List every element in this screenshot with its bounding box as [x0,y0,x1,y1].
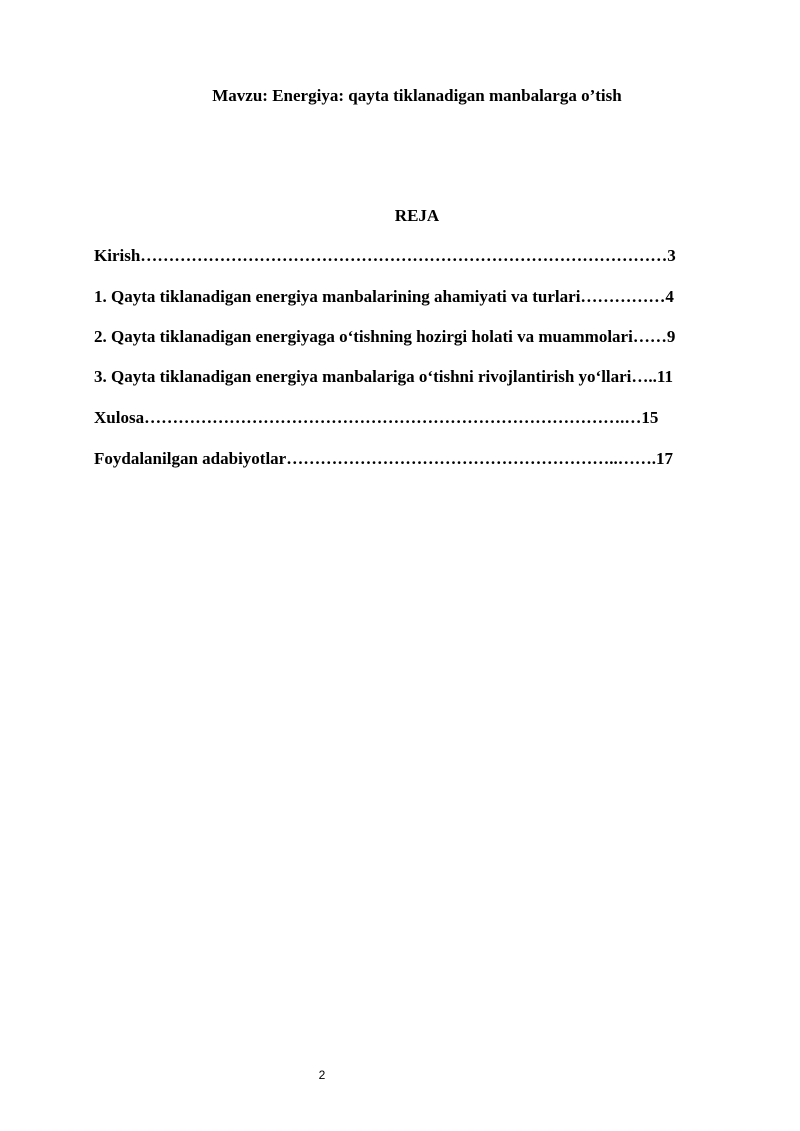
toc-entry-section-2: 2. Qayta tiklanadigan energiyaga o‘tishning hozirgi holati va muammolari……9 [94,327,676,346]
plan-heading: REJA [394,206,440,225]
toc-entry-section-1: 1. Qayta tiklanadigan energiya manbalarining ahamiyati va turlari……………4 [94,287,674,306]
toc-entry-introduction: Kirish…………………………………………………………………………………3 [94,246,676,265]
toc-entry-section-3: 3. Qayta tiklanadigan energiya manbalariga o‘tishni rivojlantirish yo‘llari…..11 [94,367,673,386]
toc-entry-conclusion: Xulosa………………………………………………………………………….…15 [94,408,659,427]
page-number: 2 [318,1068,326,1082]
document-title: Mavzu: Energiya: qayta tiklanadigan manbalarga o’tish [212,86,622,105]
toc-entry-references: Foydalanilgan adabiyotlar…………………………………………………..…….17 [94,449,673,468]
